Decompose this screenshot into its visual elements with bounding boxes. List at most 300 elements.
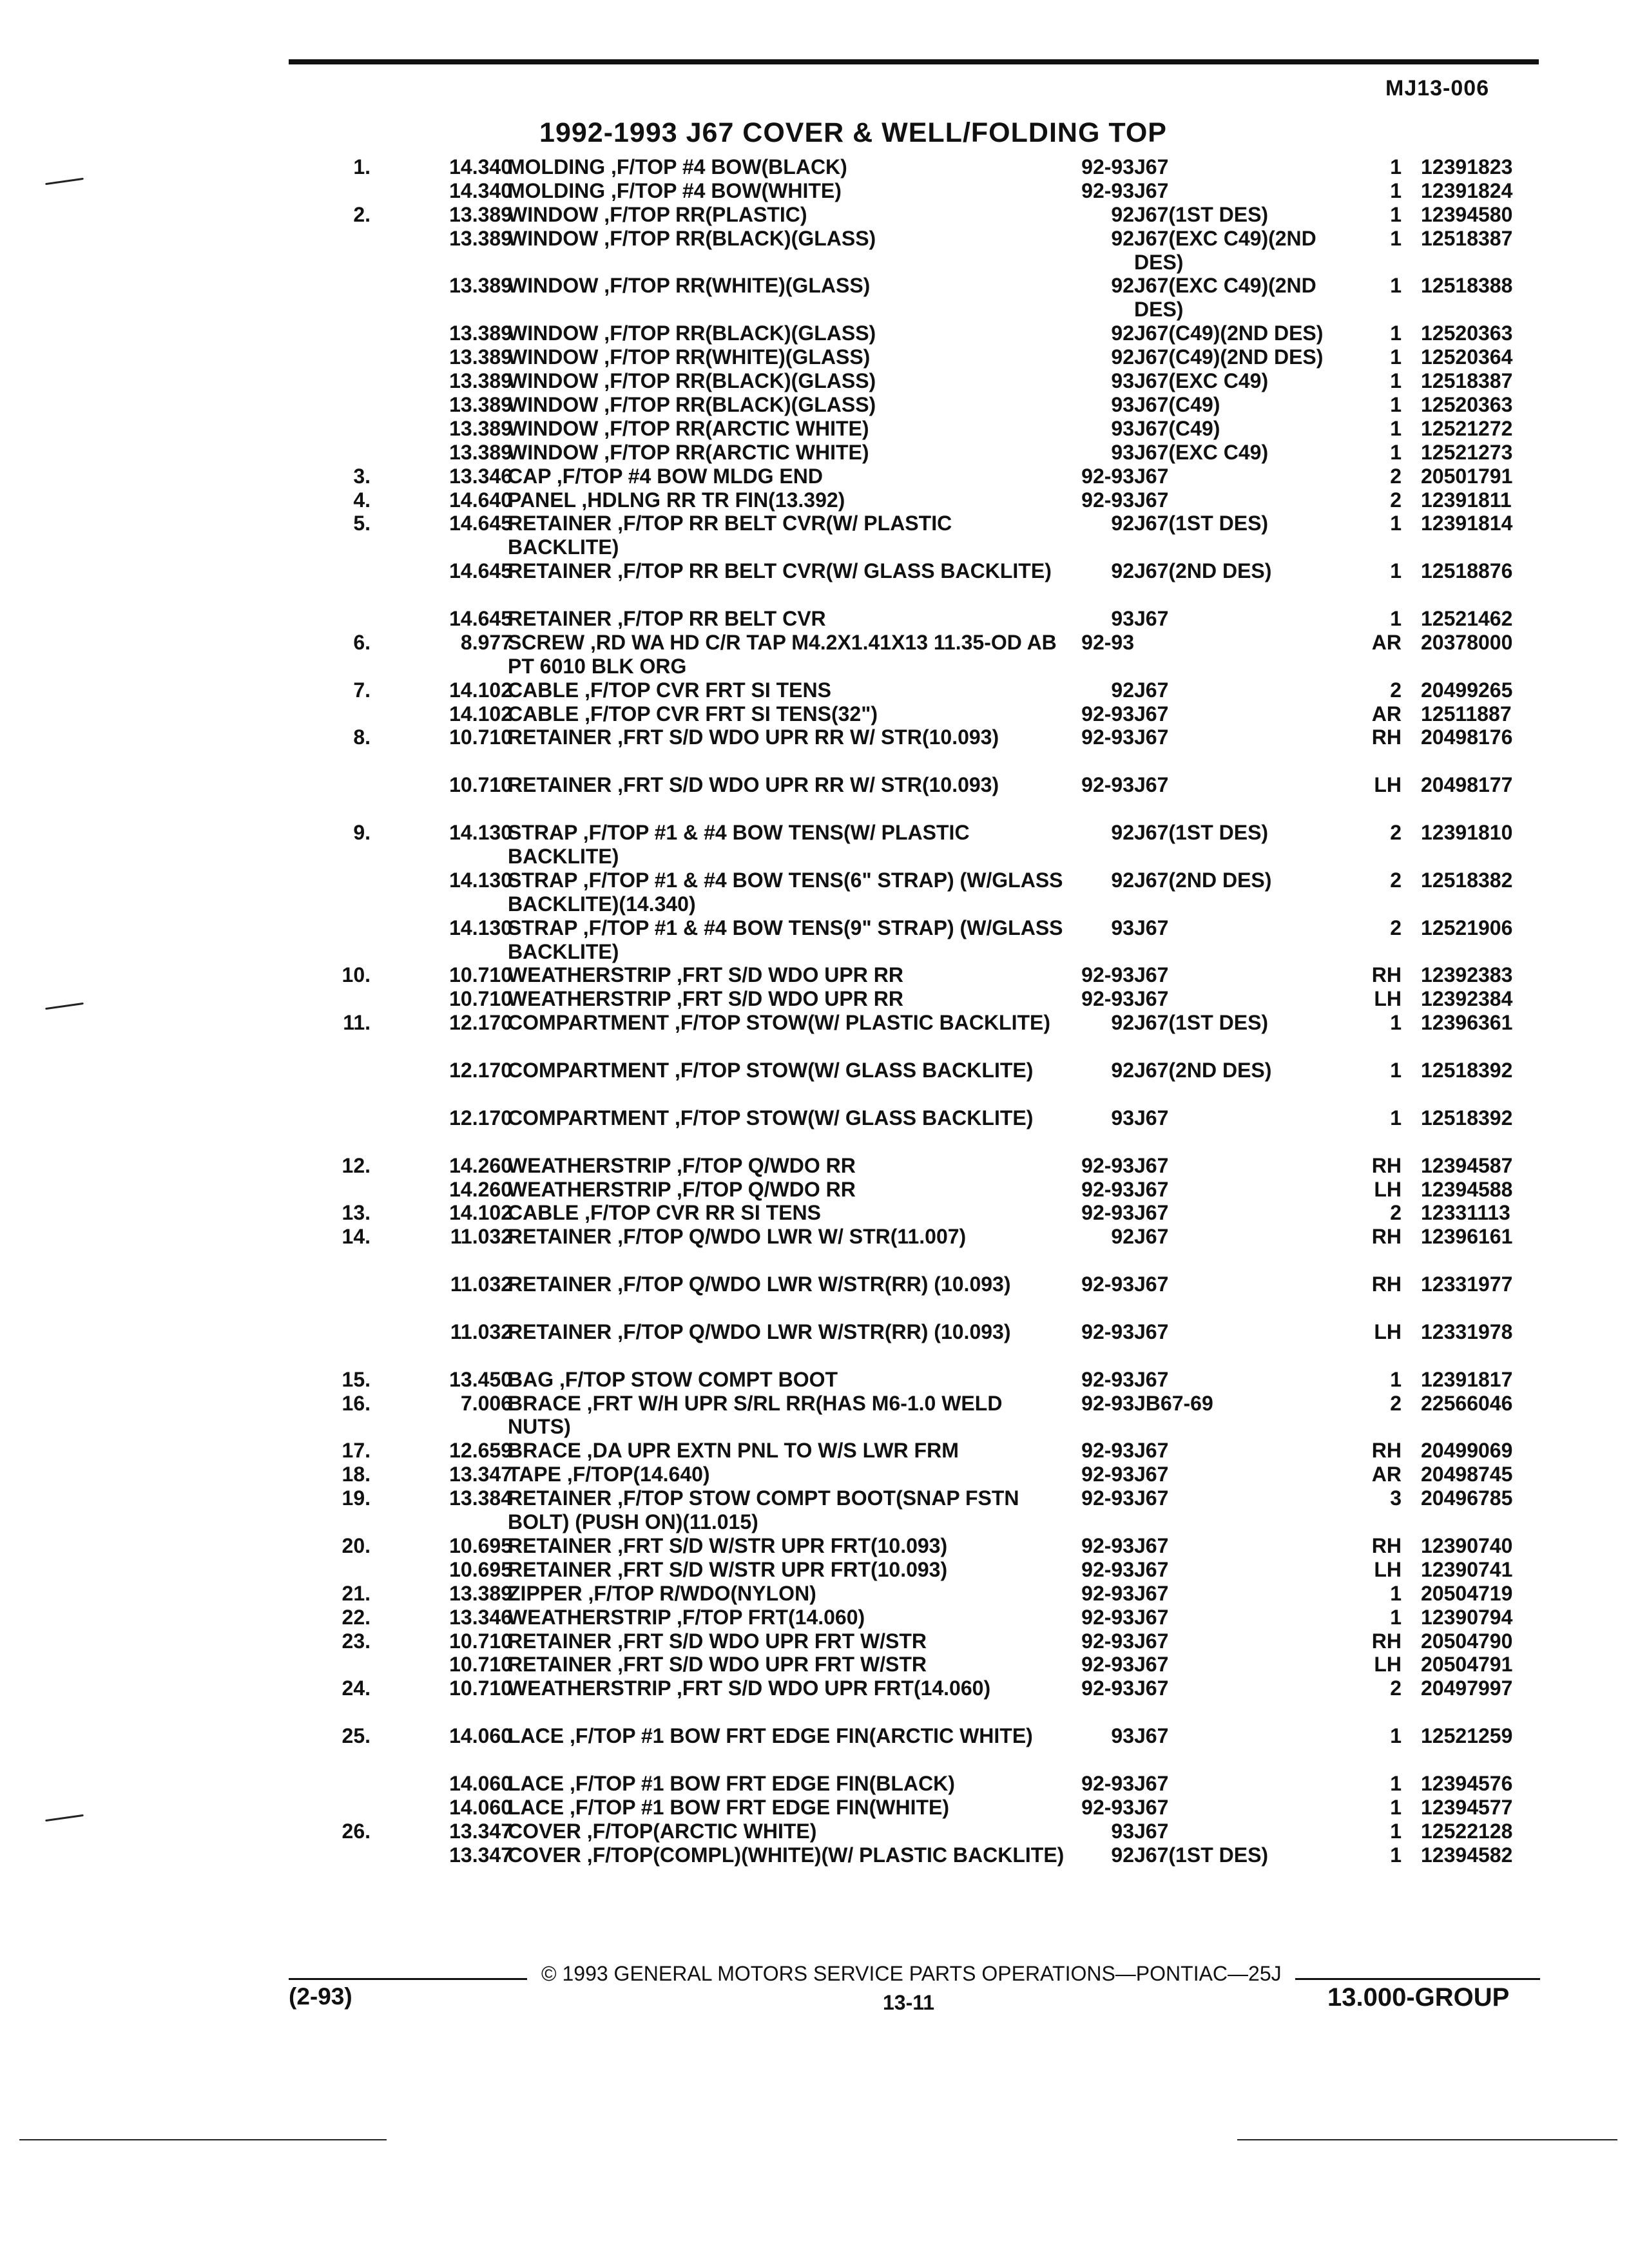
part-number: 20504790 xyxy=(1421,1629,1513,1653)
table-row xyxy=(284,1106,1547,1154)
quantity: RH xyxy=(1371,1439,1402,1463)
model-code: J67 xyxy=(1134,1653,1169,1677)
top-rule xyxy=(289,59,1539,64)
model-years: 92-93 xyxy=(1081,1557,1134,1581)
group-number: 13.346 xyxy=(449,464,512,488)
quantity: 1 xyxy=(1390,1795,1402,1819)
model-code: J67 xyxy=(1134,1153,1169,1177)
part-number: 12521462 xyxy=(1421,606,1513,630)
item-number: 12. xyxy=(342,1153,371,1177)
quantity: AR xyxy=(1371,630,1402,654)
part-number: 12331113 xyxy=(1421,1201,1510,1225)
table-row xyxy=(284,441,1547,465)
model-code: J67 xyxy=(1134,1486,1169,1510)
model-code: J67(EXC C49)(2ND DES) xyxy=(1134,274,1316,322)
binding-mark xyxy=(45,1814,84,1821)
part-description: RETAINER ,FRT S/D W/STR UPR FRT(10.093) xyxy=(508,1557,948,1581)
model-years: 92-93 xyxy=(1081,1795,1134,1819)
part-description: COMPARTMENT ,F/TOP STOW(W/ GLASS BACKLITE) xyxy=(508,1106,1034,1129)
group-number: 10.710 xyxy=(449,987,512,1011)
part-number: 12520363 xyxy=(1421,322,1513,345)
part-number: 22566046 xyxy=(1421,1391,1513,1415)
quantity: LH xyxy=(1374,1177,1402,1201)
table-row xyxy=(284,869,1547,916)
model-code: J67 xyxy=(1134,1724,1169,1748)
binding-mark xyxy=(45,1003,84,1010)
model-years: 92-93 xyxy=(1081,1177,1134,1201)
table-row xyxy=(284,369,1547,393)
part-description: RETAINER ,F/TOP RR BELT CVR(W/ PLASTIC BACKLITE) xyxy=(508,512,952,559)
model-code: J67 xyxy=(1134,1320,1169,1343)
part-number: 20499265 xyxy=(1421,678,1513,702)
model-years: 93 xyxy=(1111,1106,1134,1129)
quantity: 1 xyxy=(1390,559,1402,583)
group-number: 13.389 xyxy=(449,345,512,369)
part-number: 12518876 xyxy=(1421,559,1513,583)
model-code: J67 xyxy=(1134,1225,1169,1249)
part-number: 20504719 xyxy=(1421,1581,1513,1605)
table-row xyxy=(284,1201,1547,1225)
part-number: 12518388 xyxy=(1421,274,1513,298)
part-description: RETAINER ,F/TOP Q/WDO LWR W/STR(RR) (10.093) xyxy=(508,1320,1011,1343)
model-years: 93 xyxy=(1111,369,1134,393)
table-row xyxy=(284,1463,1547,1486)
table-row xyxy=(284,1368,1547,1392)
model-code: J67 xyxy=(1134,1273,1169,1296)
group-number: 14.130 xyxy=(449,821,512,845)
quantity: 1 xyxy=(1390,1011,1402,1035)
part-number: 12390794 xyxy=(1421,1605,1513,1629)
item-number: 6. xyxy=(353,630,371,654)
model-years: 92 xyxy=(1111,274,1134,298)
group-number: 14.645 xyxy=(449,512,512,535)
quantity: 1 xyxy=(1390,1106,1402,1129)
quantity: RH xyxy=(1371,1153,1402,1177)
group-number: 14.060 xyxy=(449,1771,512,1795)
table-row xyxy=(284,1154,1547,1178)
quantity: RH xyxy=(1371,1629,1402,1653)
part-description: RETAINER ,FRT S/D WDO UPR FRT W/STR xyxy=(508,1653,927,1677)
part-description: LACE ,F/TOP #1 BOW FRT EDGE FIN(BLACK) xyxy=(508,1771,955,1795)
quantity: 1 xyxy=(1390,1605,1402,1629)
part-number: 12521272 xyxy=(1421,416,1513,440)
group-number: 8.977 xyxy=(460,630,512,654)
revision-date: (2-93) xyxy=(289,1983,352,2010)
group-number: 13.450 xyxy=(449,1367,512,1391)
table-row xyxy=(284,678,1547,702)
group-number: 13.389 xyxy=(449,392,512,416)
model-years: 92-93 xyxy=(1081,987,1134,1011)
item-number: 25. xyxy=(342,1724,371,1748)
part-description: STRAP ,F/TOP #1 & #4 BOW TENS(6" STRAP) (W/GLASS BACKLITE)(14.340) xyxy=(508,868,1063,916)
quantity: 1 xyxy=(1390,1819,1402,1843)
part-number: 12396361 xyxy=(1421,1011,1513,1035)
quantity: LH xyxy=(1374,1557,1402,1581)
item-number: 17. xyxy=(342,1439,371,1463)
quantity: 1 xyxy=(1390,1843,1402,1867)
group-number: 13.389 xyxy=(449,1581,512,1605)
part-number: 12396161 xyxy=(1421,1225,1513,1249)
group-number: 14.130 xyxy=(449,916,512,939)
part-description: CABLE ,F/TOP CVR RR SI TENS xyxy=(508,1201,821,1225)
quantity: AR xyxy=(1371,1463,1402,1486)
bottom-rule-left xyxy=(19,2139,387,2140)
model-code: J67 xyxy=(1134,773,1169,797)
part-description: WEATHERSTRIP ,F/TOP Q/WDO RR xyxy=(508,1177,856,1201)
item-number: 5. xyxy=(353,512,371,535)
part-description: COVER ,F/TOP(ARCTIC WHITE) xyxy=(508,1819,817,1843)
quantity: 2 xyxy=(1390,821,1402,845)
group-number: 13.389 xyxy=(449,274,512,298)
part-number: 12392384 xyxy=(1421,987,1513,1011)
part-number: 12394582 xyxy=(1421,1843,1513,1867)
group-number: 13.347 xyxy=(449,1819,512,1843)
model-years: 93 xyxy=(1111,392,1134,416)
part-description: WINDOW ,F/TOP RR(ARCTIC WHITE) xyxy=(508,416,869,440)
part-number: 12390741 xyxy=(1421,1557,1513,1581)
group-number: 13.389 xyxy=(449,202,512,226)
part-number: 12394588 xyxy=(1421,1177,1513,1201)
part-number: 20504791 xyxy=(1421,1653,1513,1677)
part-description: WEATHERSTRIP ,F/TOP Q/WDO RR xyxy=(508,1153,856,1177)
table-row xyxy=(284,1534,1547,1558)
part-description: COMPARTMENT ,F/TOP STOW(W/ PLASTIC BACKLITE) xyxy=(508,1011,1051,1035)
model-years: 92 xyxy=(1111,202,1134,226)
quantity: LH xyxy=(1374,1653,1402,1677)
table-row xyxy=(284,916,1547,964)
model-years: 92-93 xyxy=(1081,1391,1134,1415)
model-years: 92-93 xyxy=(1081,1273,1134,1296)
model-years: 92-93 xyxy=(1081,1463,1134,1486)
quantity: 2 xyxy=(1390,1201,1402,1225)
item-number: 16. xyxy=(342,1391,371,1415)
table-row xyxy=(284,1273,1547,1320)
item-number: 10. xyxy=(342,963,371,987)
model-years: 92-93 xyxy=(1081,1771,1134,1795)
table-row xyxy=(284,821,1547,869)
part-description: WINDOW ,F/TOP RR(BLACK)(GLASS) xyxy=(508,322,876,345)
item-number: 9. xyxy=(353,821,371,845)
model-code: J67(1ST DES) xyxy=(1134,1843,1269,1867)
group-number: 14.130 xyxy=(449,868,512,892)
table-row xyxy=(284,1820,1547,1843)
table-row xyxy=(284,345,1547,369)
table-row xyxy=(284,1178,1547,1202)
quantity: 1 xyxy=(1390,178,1402,202)
model-code: J67 xyxy=(1134,916,1169,939)
table-row xyxy=(284,1796,1547,1820)
part-description: SCREW ,RD WA HD C/R TAP M4.2X1.41X13 11.35-OD AB PT 6010 BLK ORG xyxy=(508,630,1057,678)
part-description: RETAINER ,FRT S/D WDO UPR RR W/ STR(10.093) xyxy=(508,773,999,797)
model-years: 92 xyxy=(1111,226,1134,250)
group-number: 14.340 xyxy=(449,178,512,202)
quantity: 1 xyxy=(1390,1724,1402,1748)
model-years: 92-93 xyxy=(1081,1367,1134,1391)
model-code: J67 xyxy=(1134,1367,1169,1391)
quantity: 1 xyxy=(1390,512,1402,535)
model-years: 92-93 xyxy=(1081,1605,1134,1629)
model-years: 92 xyxy=(1111,1843,1134,1867)
part-description: MOLDING ,F/TOP #4 BOW(WHITE) xyxy=(508,178,842,202)
model-years: 92-93 xyxy=(1081,1201,1134,1225)
model-code: J67 xyxy=(1134,1629,1169,1653)
part-description: COMPARTMENT ,F/TOP STOW(W/ GLASS BACKLITE) xyxy=(508,1059,1034,1082)
table-row xyxy=(284,631,1547,678)
part-description: ZIPPER ,F/TOP R/WDO(NYLON) xyxy=(508,1581,816,1605)
group-number: 14.260 xyxy=(449,1177,512,1201)
group-number: 14.645 xyxy=(449,606,512,630)
part-number: 20498177 xyxy=(1421,773,1513,797)
part-description: BAG ,F/TOP STOW COMPT BOOT xyxy=(508,1367,838,1391)
item-number: 13. xyxy=(342,1201,371,1225)
table-row xyxy=(284,702,1547,726)
table-row xyxy=(284,963,1547,987)
part-description: RETAINER ,F/TOP STOW COMPT BOOT(SNAP FSTN BOLT) (PUSH ON)(11.015) xyxy=(508,1486,1019,1534)
part-description: MOLDING ,F/TOP #4 BOW(BLACK) xyxy=(508,155,847,178)
part-description: WINDOW ,F/TOP RR(ARCTIC WHITE) xyxy=(508,440,869,464)
part-number: 20498745 xyxy=(1421,1463,1513,1486)
group-number: 12.659 xyxy=(449,1439,512,1463)
quantity: LH xyxy=(1374,987,1402,1011)
model-code: J67(2ND DES) xyxy=(1134,868,1272,892)
item-number: 1. xyxy=(353,155,371,178)
parts-list xyxy=(284,155,1547,1890)
model-code: J67(1ST DES) xyxy=(1134,1011,1269,1035)
table-row xyxy=(284,1439,1547,1463)
part-number: 12394576 xyxy=(1421,1771,1513,1795)
group-number: 11.032 xyxy=(450,1273,512,1296)
part-number: 20496785 xyxy=(1421,1486,1513,1510)
quantity: 1 xyxy=(1390,1771,1402,1795)
model-years: 92-93 xyxy=(1081,702,1134,726)
model-years: 92-93 xyxy=(1081,1439,1134,1463)
model-years: 92-93 xyxy=(1081,1677,1134,1700)
group-number: 14.102 xyxy=(449,1201,512,1225)
model-years: 92-93 xyxy=(1081,464,1134,488)
group-label: 13.000-GROUP xyxy=(1327,1983,1510,2012)
group-number: 13.389 xyxy=(449,440,512,464)
group-number: 13.389 xyxy=(449,226,512,250)
quantity: 2 xyxy=(1390,868,1402,892)
model-code: J67 xyxy=(1134,726,1169,749)
table-row xyxy=(284,607,1547,631)
item-number: 4. xyxy=(353,488,371,512)
part-number: 12394587 xyxy=(1421,1153,1513,1177)
group-number: 10.695 xyxy=(449,1533,512,1557)
group-number: 14.260 xyxy=(449,1153,512,1177)
model-years: 93 xyxy=(1111,416,1134,440)
quantity: 1 xyxy=(1390,392,1402,416)
part-number: 12394580 xyxy=(1421,202,1513,226)
part-number: 12521906 xyxy=(1421,916,1513,939)
part-number: 12391811 xyxy=(1421,488,1512,512)
part-description: PANEL ,HDLNG RR TR FIN(13.392) xyxy=(508,488,845,512)
model-code: J67 xyxy=(1134,1106,1169,1129)
item-number: 15. xyxy=(342,1367,371,1391)
model-years: 92-93 xyxy=(1081,1486,1134,1510)
table-row xyxy=(284,1772,1547,1796)
quantity: 2 xyxy=(1390,916,1402,939)
model-years: 92-93 xyxy=(1081,630,1134,654)
model-years: 93 xyxy=(1111,916,1134,939)
group-number: 13.389 xyxy=(449,322,512,345)
quantity: LH xyxy=(1374,1320,1402,1343)
part-number: 12520364 xyxy=(1421,345,1513,369)
model-code: J67 xyxy=(1134,1605,1169,1629)
group-number: 14.102 xyxy=(449,702,512,726)
model-code: J67 xyxy=(1134,1463,1169,1486)
part-description: WINDOW ,F/TOP RR(BLACK)(GLASS) xyxy=(508,392,876,416)
part-number: 12518392 xyxy=(1421,1106,1513,1129)
model-code: J67 xyxy=(1134,1533,1169,1557)
table-row xyxy=(284,726,1547,773)
part-number: 12394577 xyxy=(1421,1795,1513,1819)
model-code: J67 xyxy=(1134,1677,1169,1700)
group-number: 14.640 xyxy=(449,488,512,512)
item-number: 22. xyxy=(342,1605,371,1629)
item-number: 8. xyxy=(353,726,371,749)
part-description: RETAINER ,FRT S/D W/STR UPR FRT(10.093) xyxy=(508,1533,948,1557)
model-years: 92 xyxy=(1111,1059,1134,1082)
copyright-notice: © 1993 GENERAL MOTORS SERVICE PARTS OPERATIONS—PONTIAC—25J xyxy=(541,1962,1282,1985)
model-code: J67(C49)(2ND DES) xyxy=(1134,322,1324,345)
model-code: JB67-69 xyxy=(1134,1391,1213,1415)
part-description: WINDOW ,F/TOP RR(WHITE)(GLASS) xyxy=(508,345,871,369)
group-number: 10.695 xyxy=(449,1557,512,1581)
model-years: 92-93 xyxy=(1081,1153,1134,1177)
model-code: J67(C49)(2ND DES) xyxy=(1134,345,1324,369)
part-description: LACE ,F/TOP #1 BOW FRT EDGE FIN(WHITE) xyxy=(508,1795,950,1819)
part-description: LACE ,F/TOP #1 BOW FRT EDGE FIN(ARCTIC WHITE) xyxy=(508,1724,1033,1748)
group-number: 7.006 xyxy=(460,1391,512,1415)
group-number: 13.347 xyxy=(449,1463,512,1486)
model-years: 93 xyxy=(1111,440,1134,464)
table-row xyxy=(284,1724,1547,1772)
part-description: TAPE ,F/TOP(14.640) xyxy=(508,1463,710,1486)
model-years: 92 xyxy=(1111,678,1134,702)
group-number: 10.710 xyxy=(449,1677,512,1700)
part-number: 20499069 xyxy=(1421,1439,1513,1463)
group-number: 11.032 xyxy=(450,1225,512,1249)
group-number: 10.710 xyxy=(449,726,512,749)
part-number: 12518392 xyxy=(1421,1059,1513,1082)
quantity: 1 xyxy=(1390,322,1402,345)
model-years: 92-93 xyxy=(1081,1653,1134,1677)
item-number: 18. xyxy=(342,1463,371,1486)
model-years: 92 xyxy=(1111,821,1134,845)
quantity: 2 xyxy=(1390,1677,1402,1700)
item-number: 11. xyxy=(343,1011,371,1035)
part-description: BRACE ,DA UPR EXTN PNL TO W/S LWR FRM xyxy=(508,1439,959,1463)
group-number: 13.347 xyxy=(449,1843,512,1867)
item-number: 20. xyxy=(342,1533,371,1557)
part-number: 20378000 xyxy=(1421,630,1513,654)
quantity: RH xyxy=(1371,1273,1402,1296)
part-number: 12391823 xyxy=(1421,155,1513,178)
model-code: J67 xyxy=(1134,1177,1169,1201)
group-number: 12.170 xyxy=(449,1106,512,1129)
model-code: J67(2ND DES) xyxy=(1134,1059,1272,1082)
model-years: 92-93 xyxy=(1081,773,1134,797)
part-number: 20498176 xyxy=(1421,726,1513,749)
part-description: WEATHERSTRIP ,FRT S/D WDO UPR FRT(14.060) xyxy=(508,1677,991,1700)
group-number: 13.389 xyxy=(449,369,512,393)
table-row xyxy=(284,393,1547,417)
model-code: J67 xyxy=(1134,1557,1169,1581)
table-row xyxy=(284,322,1547,345)
model-years: 93 xyxy=(1111,606,1134,630)
part-number: 20501791 xyxy=(1421,464,1513,488)
quantity: 1 xyxy=(1390,274,1402,298)
model-years: 92-93 xyxy=(1081,1581,1134,1605)
part-description: BRACE ,FRT W/H UPR S/RL RR(HAS M6-1.0 WELD NUTS) xyxy=(508,1391,1003,1439)
quantity: RH xyxy=(1371,726,1402,749)
model-code: J67 xyxy=(1134,1439,1169,1463)
part-description: CAP ,F/TOP #4 BOW MLDG END xyxy=(508,464,823,488)
quantity: 1 xyxy=(1390,202,1402,226)
group-number: 10.710 xyxy=(449,1653,512,1677)
table-row xyxy=(284,155,1547,179)
part-description: RETAINER ,FRT S/D WDO UPR RR W/ STR(10.093) xyxy=(508,726,999,749)
model-code: J67(C49) xyxy=(1134,392,1220,416)
item-number: 24. xyxy=(342,1677,371,1700)
model-years: 92 xyxy=(1111,1011,1134,1035)
part-number: 12518387 xyxy=(1421,369,1513,393)
group-number: 12.170 xyxy=(449,1059,512,1082)
table-row xyxy=(284,1677,1547,1724)
quantity: RH xyxy=(1371,1533,1402,1557)
quantity: AR xyxy=(1371,702,1402,726)
model-years: 92-93 xyxy=(1081,1533,1134,1557)
model-code: J67 xyxy=(1134,178,1169,202)
group-number: 14.645 xyxy=(449,559,512,583)
model-years: 92-93 xyxy=(1081,178,1134,202)
item-number: 3. xyxy=(353,464,371,488)
table-row xyxy=(284,1606,1547,1629)
model-years: 92 xyxy=(1111,322,1134,345)
model-code: J67 xyxy=(1134,678,1169,702)
table-row xyxy=(284,1011,1547,1059)
part-number: 12518387 xyxy=(1421,226,1513,250)
group-number: 14.340 xyxy=(449,155,512,178)
item-number: 26. xyxy=(342,1819,371,1843)
model-code: J67 xyxy=(1134,606,1169,630)
table-row xyxy=(284,1629,1547,1653)
model-years: 92-93 xyxy=(1081,963,1134,987)
part-description: WEATHERSTRIP ,F/TOP FRT(14.060) xyxy=(508,1605,865,1629)
model-years: 92-93 xyxy=(1081,155,1134,178)
item-number: 19. xyxy=(342,1486,371,1510)
part-description: COVER ,F/TOP(COMPL)(WHITE)(W/ PLASTIC BACKLITE) xyxy=(508,1843,1065,1867)
model-years: 92-93 xyxy=(1081,488,1134,512)
table-row xyxy=(284,559,1547,607)
group-number: 10.710 xyxy=(449,1629,512,1653)
page-title: 1992-1993 J67 COVER & WELL/FOLDING TOP xyxy=(539,117,1167,148)
part-description: WEATHERSTRIP ,FRT S/D WDO UPR RR xyxy=(508,963,903,987)
quantity: RH xyxy=(1371,1225,1402,1249)
model-code: J67 xyxy=(1134,1581,1169,1605)
part-number: 12518382 xyxy=(1421,868,1513,892)
page-number: 13-11 xyxy=(883,1991,935,2014)
model-code: J67 xyxy=(1134,488,1169,512)
model-code: J67 xyxy=(1134,963,1169,987)
model-code: J67(1ST DES) xyxy=(1134,512,1269,535)
quantity: 1 xyxy=(1390,226,1402,250)
group-number: 10.710 xyxy=(449,773,512,797)
quantity: 1 xyxy=(1390,606,1402,630)
model-years: 93 xyxy=(1111,1724,1134,1748)
part-description: WINDOW ,F/TOP RR(BLACK)(GLASS) xyxy=(508,369,876,393)
